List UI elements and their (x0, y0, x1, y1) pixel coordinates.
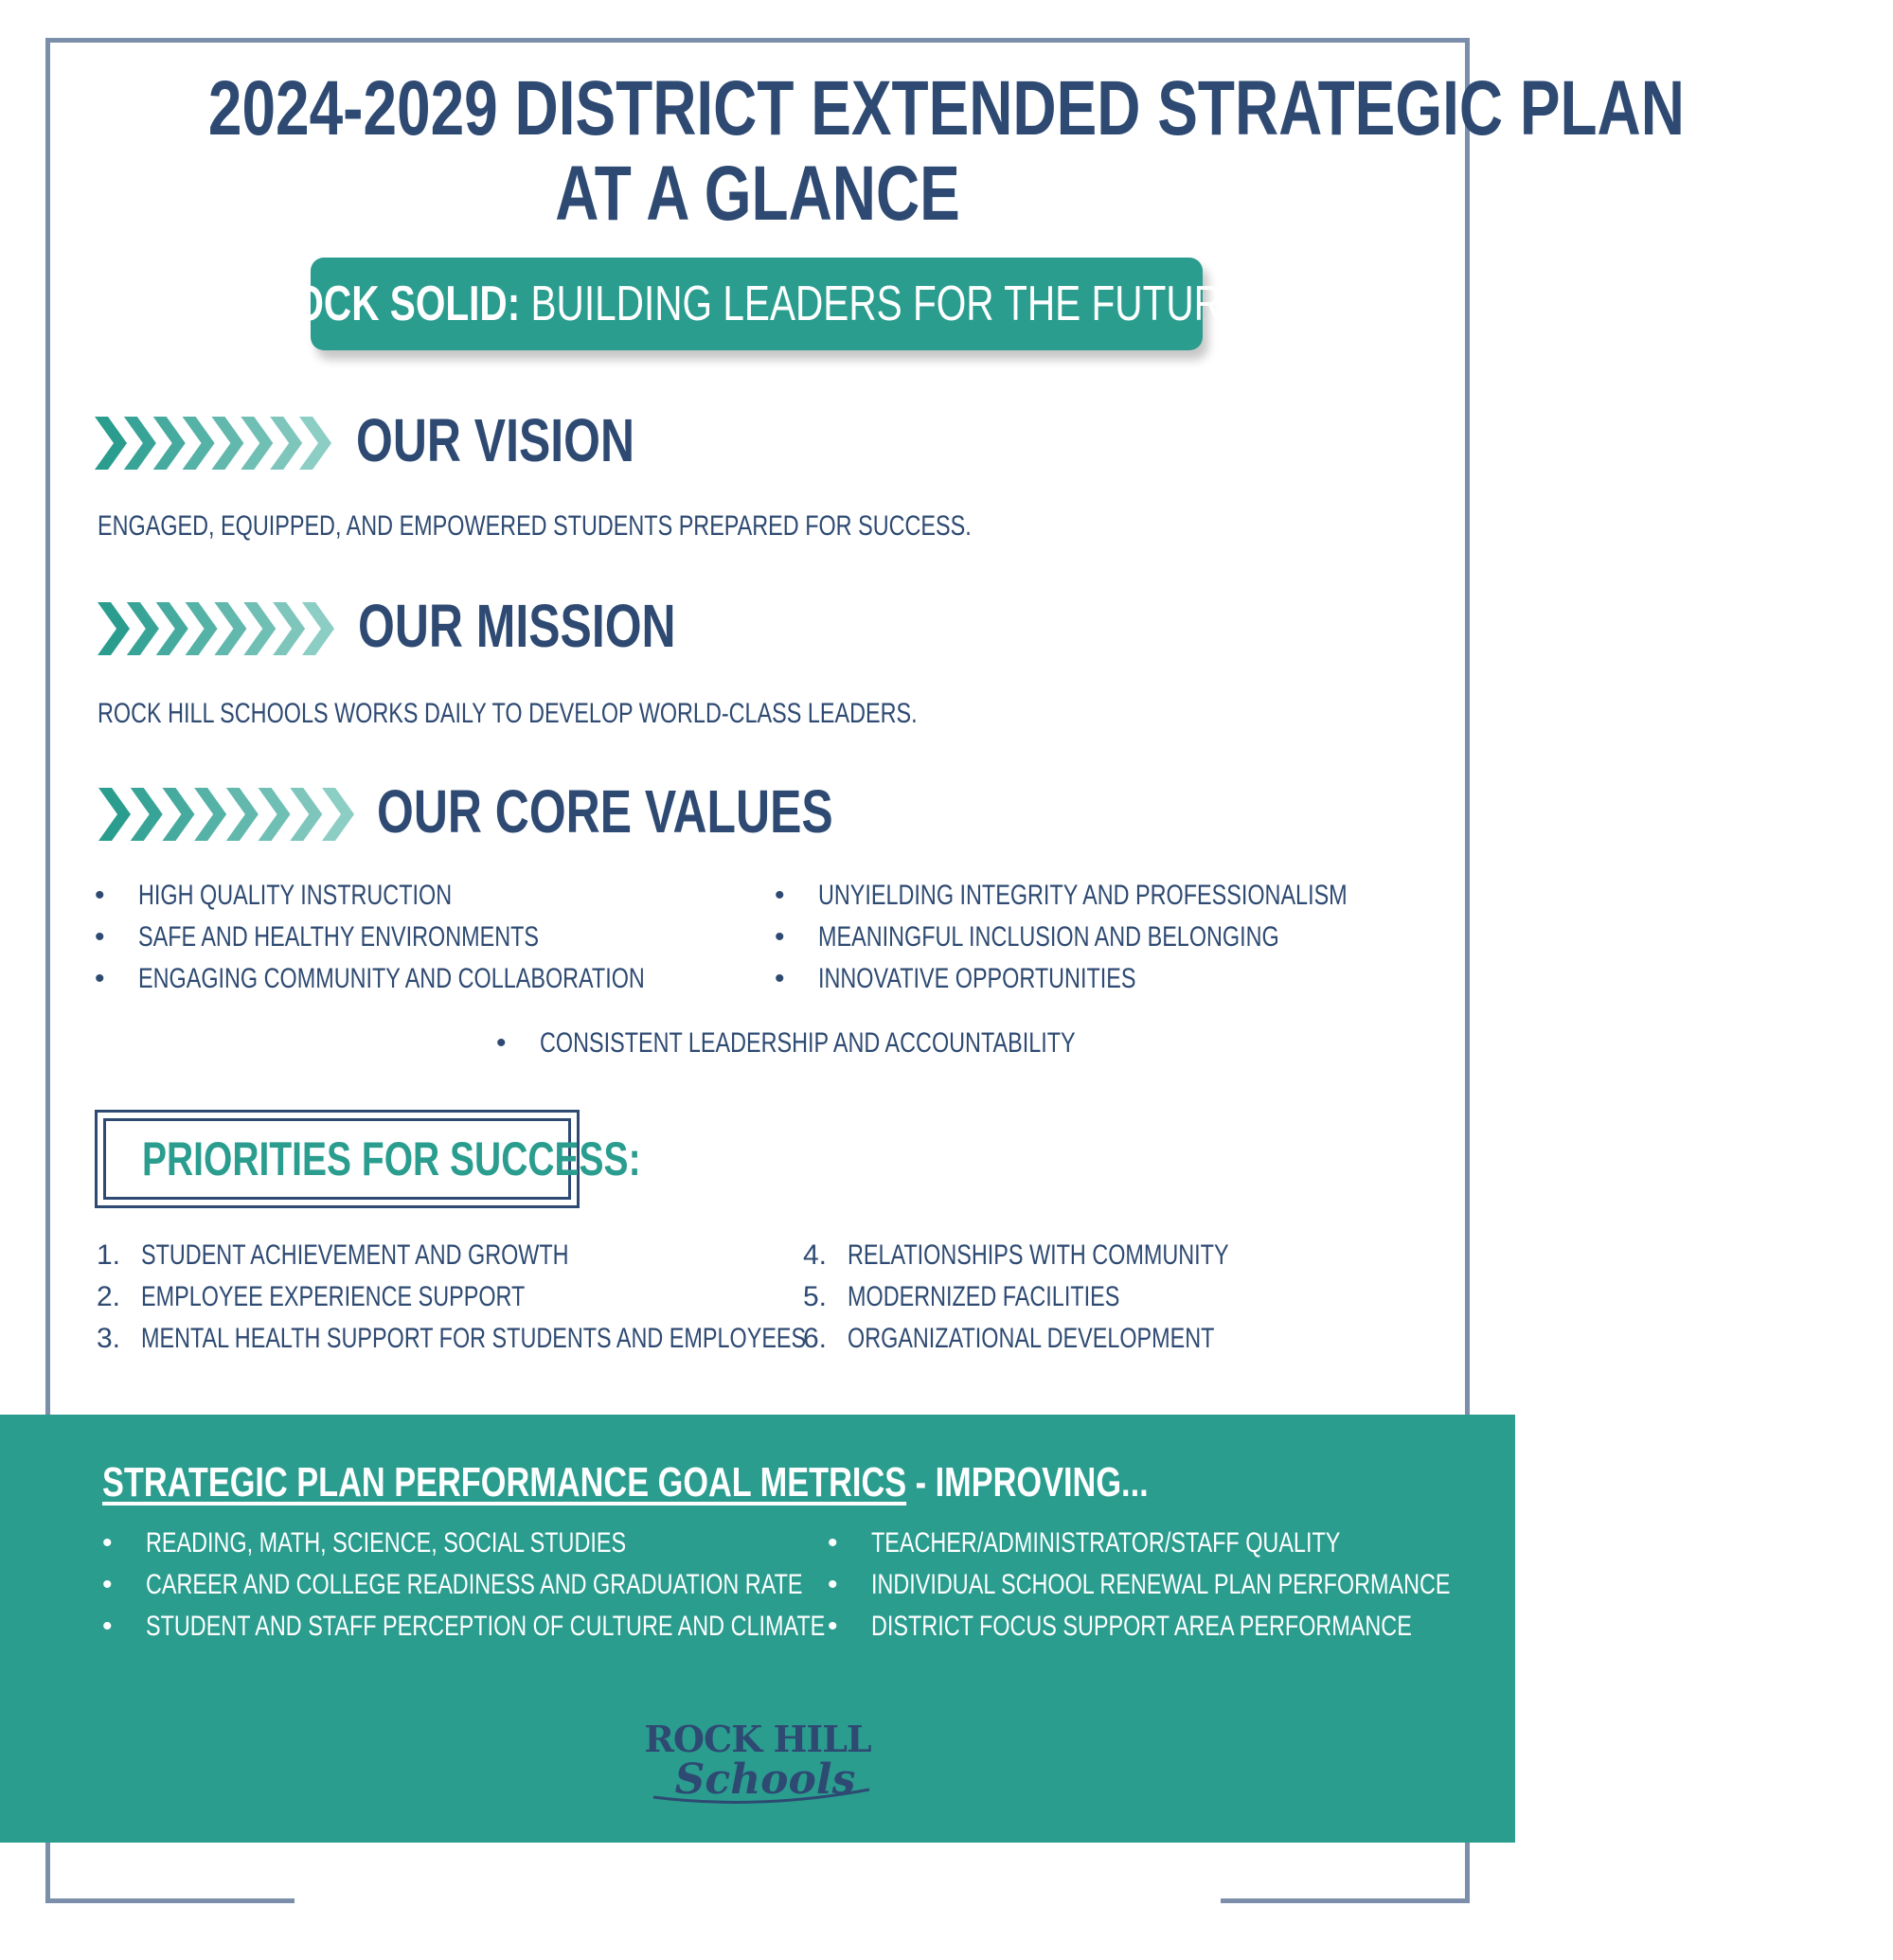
chevrons-icon (98, 602, 334, 655)
mission-heading: OUR MISSION (358, 592, 676, 660)
priorities-right-list (803, 1235, 1336, 1360)
priorities-heading-box (95, 1110, 641, 1208)
chevron-shape (162, 788, 194, 841)
list-item: 3. MENTAL HEALTH SUPPORT FOR STUDENTS AND EMPLOYEES (97, 1323, 807, 1354)
frame-bottom-right-corner (1465, 1842, 1470, 1903)
logo-text-rock-hill: ROCK HILL (644, 1718, 871, 1760)
chevron-shape (302, 602, 334, 655)
chevron-shape (127, 602, 159, 655)
frame-bottom-right-edge (1221, 1898, 1470, 1903)
metrics-heading: STRATEGIC PLAN PERFORMANCE GOAL METRICS - IMPROVING... (102, 1459, 1149, 1506)
chevron-shape (194, 788, 226, 841)
chevron-shape (270, 417, 302, 470)
list-item: • STUDENT AND STAFF PERCEPTION OF CULTURE AND CLIMATE (102, 1611, 826, 1642)
core-values-center-list (496, 1023, 1226, 1064)
list-item: • DISTRICT FOCUS SUPPORT AREA PERFORMANCE (828, 1611, 1412, 1642)
chevrons-icon (98, 788, 354, 841)
rock-hill-schools-logo (625, 1716, 890, 1810)
chevron-shape (214, 602, 246, 655)
list-item: • MEANINGFUL INCLUSION AND BELONGING (775, 921, 1279, 953)
priorities-heading: PRIORITIES FOR SUCCESS: (142, 1132, 641, 1185)
chevron-shape (156, 602, 188, 655)
list-item: • CAREER AND COLLEGE READINESS AND GRADUATION RATE (102, 1569, 803, 1600)
vision-heading: OUR VISION (356, 406, 635, 474)
core-values-left-list (95, 875, 788, 1000)
chevron-shape (226, 788, 259, 841)
list-item: 2. EMPLOYEE EXPERIENCE SUPPORT (97, 1281, 526, 1312)
frame-right-border (1465, 38, 1470, 1420)
chevron-shape (259, 788, 291, 841)
list-item: 1. STUDENT ACHIEVEMENT AND GROWTH (97, 1239, 569, 1271)
tagline-banner (266, 258, 1247, 350)
list-item: • SAFE AND HEALTHY ENVIRONMENTS (95, 921, 540, 953)
page-title-line-2: AT A GLANCE (555, 151, 960, 237)
list-item: 4. RELATIONSHIPS WITH COMMUNITY (803, 1239, 1229, 1271)
frame-bottom-left-corner (45, 1842, 50, 1903)
mission-text: ROCK HILL SCHOOLS WORKS DAILY TO DEVELOP WORLD-CLASS LEADERS. (98, 698, 918, 729)
list-item: • READING, MATH, SCIENCE, SOCIAL STUDIES (102, 1527, 627, 1559)
tagline-text: ROCK SOLID: BUILDING LEADERS FOR THE FUTURE (266, 276, 1247, 331)
list-item: • ENGAGING COMMUNITY AND COLLABORATION (95, 963, 645, 994)
list-item: • HIGH QUALITY INSTRUCTION (95, 880, 453, 911)
chevron-shape (299, 417, 331, 470)
chevron-shape (124, 417, 156, 470)
list-item: • UNYIELDING INTEGRITY AND PROFESSIONALISM (775, 880, 1348, 911)
chevron-shape (98, 602, 130, 655)
list-item: 5. MODERNIZED FACILITIES (803, 1281, 1120, 1312)
list-item: • TEACHER/ADMINISTRATOR/STAFF QUALITY (828, 1527, 1341, 1559)
core-values-heading: OUR CORE VALUES (377, 777, 833, 846)
chevrons-icon (95, 417, 331, 470)
chevron-shape (95, 417, 127, 470)
chevron-shape (211, 417, 243, 470)
frame-left-border (45, 38, 50, 1420)
vision-text: ENGAGED, EQUIPPED, AND EMPOWERED STUDENTS PREPARED FOR SUCCESS. (98, 510, 972, 542)
chevron-shape (153, 417, 186, 470)
list-item: 6. ORGANIZATIONAL DEVELOPMENT (803, 1323, 1215, 1354)
frame-top-border (45, 38, 1470, 43)
metrics-right-list (828, 1523, 1614, 1648)
list-item: • CONSISTENT LEADERSHIP AND ACCOUNTABILITY (496, 1027, 1076, 1059)
chevron-shape (131, 788, 163, 841)
logo-text-schools: Schools (674, 1755, 856, 1804)
chevron-shape (241, 417, 273, 470)
frame-bottom-left-edge (45, 1898, 295, 1903)
chevron-shape (322, 788, 354, 841)
chevron-shape (98, 788, 131, 841)
chevron-shape (243, 602, 276, 655)
chevron-shape (273, 602, 305, 655)
chevron-shape (183, 417, 215, 470)
list-item: • INDIVIDUAL SCHOOL RENEWAL PLAN PERFORMANCE (828, 1569, 1451, 1600)
list-item: • INNOVATIVE OPPORTUNITIES (775, 963, 1136, 994)
chevron-shape (186, 602, 218, 655)
core-values-right-list (775, 875, 1496, 1000)
page-title-line-1: 2024-2029 DISTRICT EXTENDED STRATEGIC PLAN (207, 65, 1685, 151)
chevron-shape (290, 788, 322, 841)
